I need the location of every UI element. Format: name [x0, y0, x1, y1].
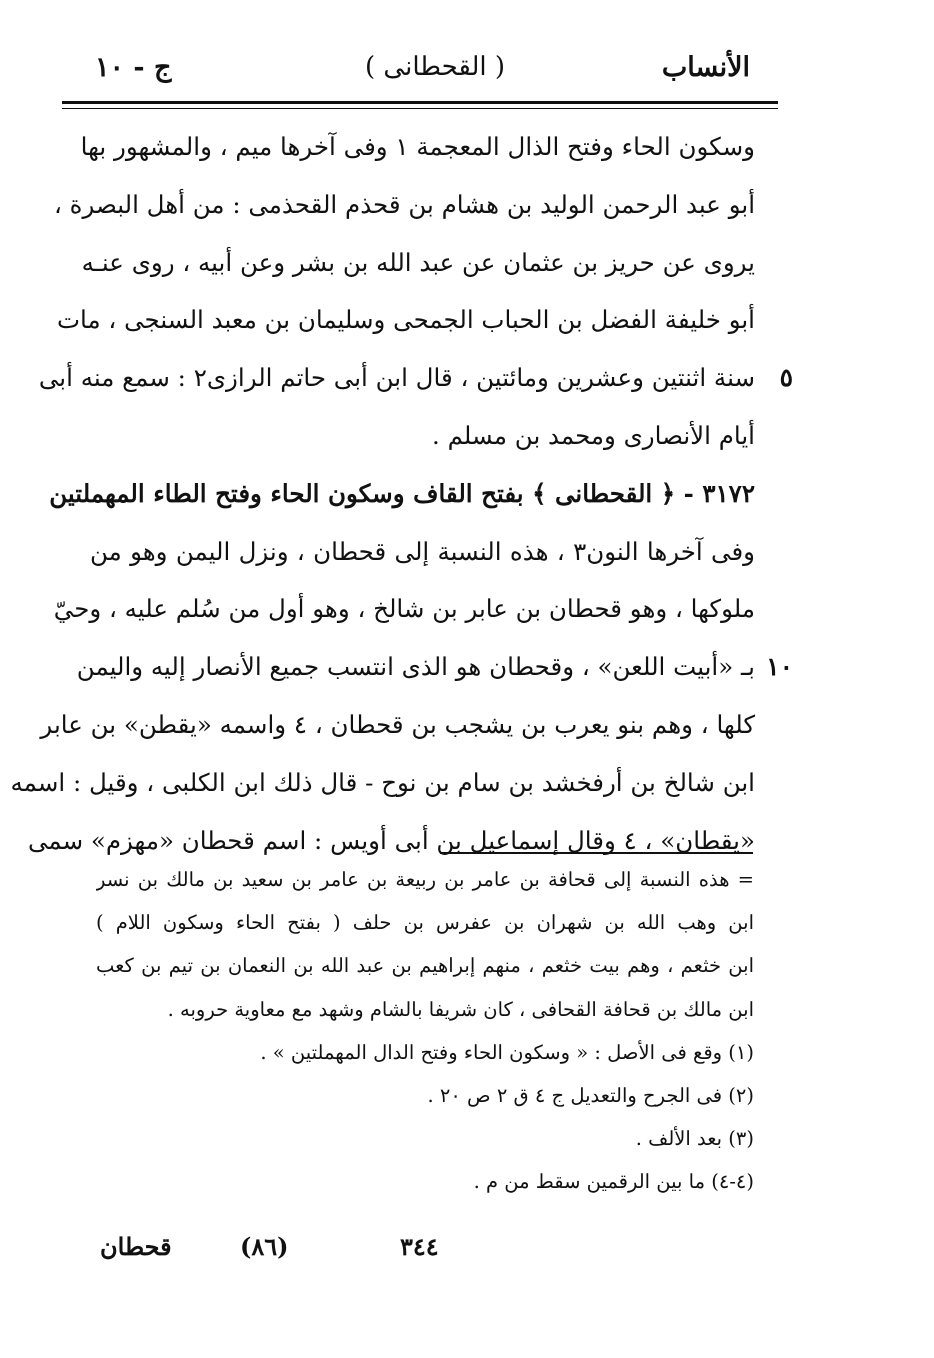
- volume-number: ج - ١٠: [95, 52, 172, 83]
- footnotes: [96, 858, 754, 1204]
- footnote-line: ابن وهب الله بن شهران بن عفرس بن حلف ( بفتح الحاء وسكون اللام ): [96, 911, 754, 935]
- footnote-line: ابن خثعم ، وهم بيت خثعم ، منهم إبراهيم بن عبد الله بن النعمان بن تيم بن كعب: [96, 954, 754, 978]
- page-number: ٣٤٤: [400, 1232, 439, 1261]
- footnote-2: (٢) فى الجرح والتعديل ج ٤ ق ٢ ص ٢٠ .: [427, 1083, 754, 1107]
- footnote-line: ابن مالك بن قحافة القحافى ، كان شريفا بالشام وشهد مع معاوية حروبه .: [167, 997, 754, 1021]
- line-number-5: ٥: [779, 363, 793, 393]
- footer-entry-word: قحطان: [100, 1232, 172, 1261]
- text-line: «يقطان» ، ٤ وقال إسماعيل بن أبى أويس : اسم قحطان «مهزم» سمى: [27, 825, 755, 855]
- line-number-10: ١٠: [766, 652, 793, 682]
- sequence-number: (٨٦): [240, 1232, 289, 1261]
- text-line: أبو خليفة الفضل بن الحباب الجمحى وسليمان بن معبد السنجى ، مات: [56, 305, 755, 335]
- footnote-line: = هذه النسبة إلى قحافة بن عامر بن ربيعة بن عامر بن سعيد بن مالك بن نسر: [96, 868, 754, 891]
- text-line: يروى عن حريز بن عثمان عن عبد الله بن بشر وعن أبيه ، روى عنـه: [81, 247, 755, 277]
- text-line-10: [76, 638, 793, 696]
- text-line: أبو عبد الرحمن الوليد بن هشام بن قحذم القحذمى : من أهل البصرة ،: [53, 189, 755, 219]
- entry-heading-line: ٣١٧٢ - ﴿ القحطانى ﴾ بفتح القاف وسكون الحاء وفتح الطاء المهملتين: [49, 478, 755, 508]
- footnote-3: (٣) بعد الألف .: [635, 1127, 754, 1151]
- text-line: أيام الأنصارى ومحمد بن مسلم .: [432, 420, 755, 450]
- page-footer: [100, 1232, 500, 1272]
- header-rule-thick: [62, 101, 778, 104]
- text-line-content: بـ «أبيت اللعن» ، وقحطان هو الذى انتسب جميع الأنصار إليه واليمن: [76, 652, 755, 682]
- text-line: ابن شالخ بن أرفخشد بن سام بن نوح - قال ذلك ابن الكلبى ، وقيل : اسمه: [10, 767, 755, 797]
- entry-word: ( القحطانى ): [365, 52, 506, 82]
- running-head: [95, 52, 750, 96]
- header-rule-thin: [62, 108, 778, 109]
- text-line: كلها ، وهم بنو يعرب بن يشجب بن قحطان ، ٤ واسمه «يقطن» بن عابر: [40, 709, 755, 739]
- text-line-content: سنة اثنتين وعشرين ومائتين ، قال ابن أبى حاتم الرازى٢ : سمع منه أبى: [38, 363, 755, 393]
- text-line-5: [38, 349, 793, 407]
- book-title: الأنساب: [661, 52, 750, 83]
- text-line: وفى آخرها النون٣ ، هذه النسبة إلى قحطان ، ونزل اليمن وهو من: [90, 536, 755, 566]
- footnote-4: (٤-٤) ما بين الرقمين سقط من م .: [473, 1170, 754, 1194]
- text-line: ملوكها ، وهو قحطان بن عابر بن شالخ ، وهو أول من سُلم عليه ، وحيّ: [53, 594, 755, 624]
- footnote-1: (١) وقع فى الأصل : « وسكون الحاء وفتح الدال المهملتين » .: [260, 1040, 754, 1064]
- footnote-rule: [440, 852, 753, 854]
- text-line: وسكون الحاء وفتح الذال المعجمة ١ وفى آخرها ميم ، والمشهور بها: [80, 132, 755, 161]
- main-text: [10, 118, 793, 869]
